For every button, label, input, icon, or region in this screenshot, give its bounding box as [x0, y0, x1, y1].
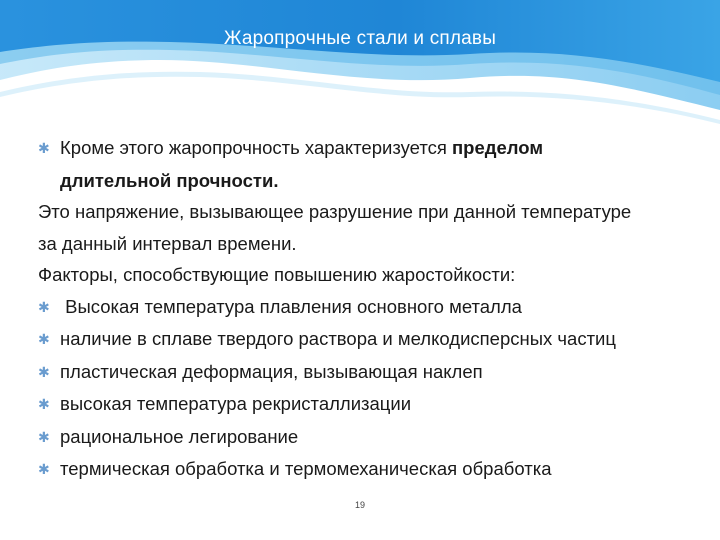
- list-item: [38, 421, 708, 454]
- header-wave-decoration: [0, 0, 720, 130]
- list-item-text: высокая температура рекристаллизации: [60, 393, 412, 414]
- list-item-text: наличие в сплаве твердого раствора и мелкодисперсных частиц: [60, 328, 616, 349]
- definition-line-1: Это напряжение, вызывающее разрушение при данной температуре: [38, 201, 632, 222]
- intro-line-2: [38, 165, 708, 197]
- list-item: [38, 323, 708, 356]
- slide-title: Жаропрочные стали и сплавы: [223, 28, 497, 49]
- asterisk-bullet-icon: ✱: [38, 396, 50, 412]
- intro-bold-term-cont: длительной прочности.: [60, 169, 279, 191]
- list-item: [38, 356, 708, 389]
- intro-text: Кроме этого жаропрочность характеризуется: [60, 137, 452, 158]
- asterisk-bullet-icon: ✱: [38, 461, 50, 477]
- list-item-text: пластическая деформация, вызывающая наклеп: [60, 360, 483, 382]
- asterisk-bullet-icon: ✱: [38, 428, 50, 445]
- list-item: [38, 453, 708, 486]
- list-item-text: Высокая температура плавления основного металла: [60, 295, 522, 317]
- slide-body: [38, 132, 708, 486]
- asterisk-bullet-icon: ✱: [38, 298, 50, 315]
- intro-bold-term: пределом: [452, 137, 544, 158]
- asterisk-bullet-icon: ✱: [38, 363, 50, 380]
- definition-line-2: за данный интервал времени.: [38, 232, 297, 254]
- asterisk-bullet-icon: ✱: [38, 140, 50, 156]
- list-item-text: термическая обработка и термомеханическая обработка: [60, 458, 552, 479]
- intro-line-1: [38, 132, 708, 165]
- factors-heading: Факторы, способствующие повышению жаростойкости:: [38, 264, 516, 285]
- page-number: 19: [354, 500, 365, 510]
- list-item-text: рациональное легирование: [60, 425, 299, 447]
- asterisk-bullet-icon: ✱: [38, 331, 50, 347]
- list-item: [38, 291, 708, 324]
- list-item: [38, 388, 708, 421]
